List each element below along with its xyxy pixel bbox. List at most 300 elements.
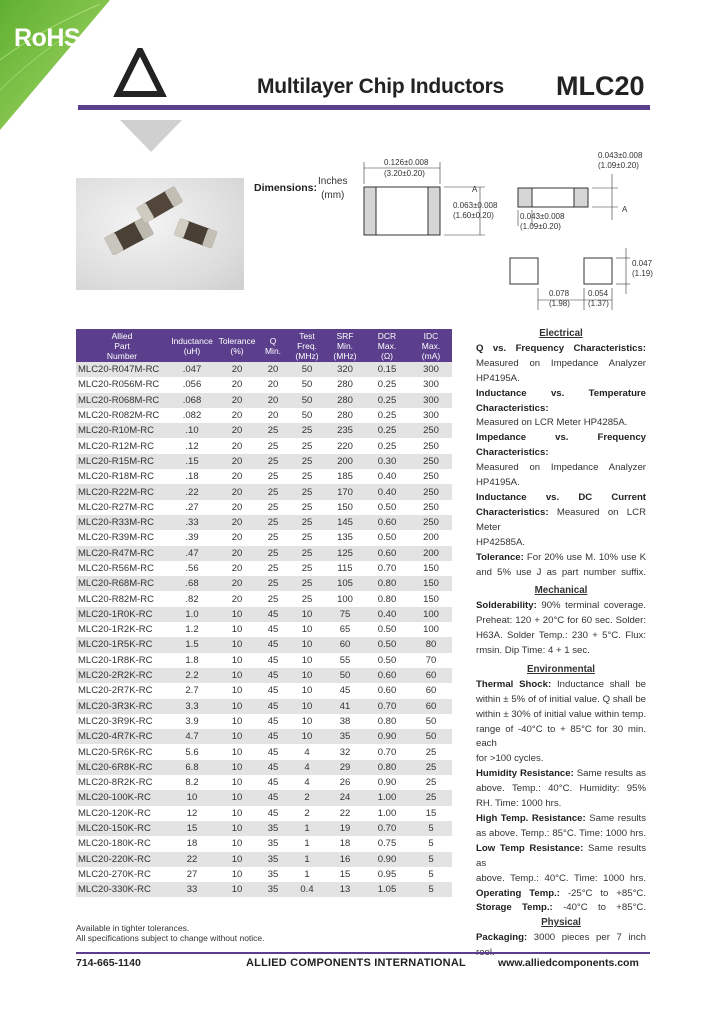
cell-tolerance: 10 — [231, 685, 243, 697]
col-header-line: (MHz) — [295, 350, 319, 361]
low-temp-label: Low Temp Resistance: — [476, 842, 584, 854]
cell-inductance: .22 — [168, 484, 216, 499]
cell-srf-min: 32 — [339, 746, 351, 758]
solder-text-3: H63A. Solder Temp.: 230 + 5°C. Flux: — [476, 630, 646, 642]
cell-idc-max: 25 — [425, 777, 437, 789]
cell-srf-min: 35 — [326, 729, 364, 744]
cell-tolerance: 20 — [216, 454, 258, 469]
imp-text-1: Measured on Impedance Analyzer — [476, 462, 646, 474]
table-row — [76, 882, 452, 897]
dc-label-2: Characteristics: — [476, 506, 549, 518]
cell-inductance: 12 — [186, 807, 198, 819]
humidity-text-1: Same results as — [576, 768, 646, 780]
cell-tolerance: 10 — [216, 637, 258, 652]
cell-inductance: .18 — [185, 471, 199, 483]
cell-part-number: MLC20-R068M-RC — [76, 393, 168, 408]
cell-idc-max: 250 — [410, 484, 452, 499]
cell-q-min: 45 — [258, 637, 288, 652]
cell-tolerance: 20 — [231, 471, 243, 483]
cell-test-freq: 2 — [288, 790, 326, 805]
cell-q-min: 25 — [267, 501, 279, 513]
cell-inductance: .33 — [168, 515, 216, 530]
cell-test-freq: 25 — [301, 563, 313, 574]
cell-test-freq: 25 — [301, 440, 313, 452]
cell-test-freq: 25 — [288, 576, 326, 591]
cell-tolerance: 10 — [216, 699, 258, 714]
col-header-part-number — [76, 329, 168, 362]
note-tolerance: Available in tighter tolerances. — [76, 923, 190, 933]
table-row — [76, 408, 452, 423]
table-row — [76, 469, 452, 484]
cell-dcr-max: 0.90 — [364, 852, 410, 867]
cell-dcr-max: 0.25 — [377, 440, 397, 452]
cell-tolerance: 10 — [231, 715, 243, 727]
cell-test-freq: 1 — [304, 868, 310, 880]
cell-test-freq: 25 — [301, 532, 313, 544]
cell-inductance: .47 — [168, 546, 216, 561]
cell-dcr-max: 1.00 — [364, 790, 410, 805]
col-header-line: (MHz) — [333, 350, 357, 361]
cell-dcr-max: 0.70 — [377, 563, 397, 574]
cell-inductance: .27 — [185, 501, 199, 513]
cell-part-number: MLC20-R056M-RC — [78, 379, 160, 391]
cell-q-min: 45 — [258, 790, 288, 805]
cell-part-number: MLC20-R10M-RC — [76, 423, 168, 438]
cell-part-number: MLC20-R39M-RC — [78, 532, 155, 544]
cell-part-number: MLC20-270K-RC — [78, 868, 151, 880]
cell-dcr-max: 0.60 — [377, 685, 397, 697]
humidity-label: Humidity Resistance: — [476, 768, 574, 780]
cell-part-number: MLC20-330K-RC — [76, 882, 168, 897]
cell-idc-max: 25 — [410, 760, 452, 775]
table-row — [76, 653, 452, 668]
table-row — [76, 423, 452, 438]
spec-table — [76, 329, 452, 897]
packaging-label: Packaging: — [476, 932, 528, 944]
cell-q-min: 35 — [258, 821, 288, 836]
cell-test-freq: 25 — [301, 593, 313, 605]
solder-text-4: rmsin. Dip Time: 4 + 1 sec. — [476, 645, 590, 657]
table-row — [76, 775, 452, 790]
cell-tolerance: 10 — [216, 607, 258, 622]
cell-idc-max: 300 — [423, 410, 439, 422]
cell-q-min: 25 — [267, 532, 279, 544]
cell-inductance: .068 — [168, 393, 216, 408]
cell-inductance: .056 — [182, 379, 202, 391]
spec-text-column — [476, 327, 646, 961]
cell-srf-min: 280 — [326, 393, 364, 408]
length-mm-label: (3.20±0.20) — [384, 169, 425, 178]
cell-inductance: 27 — [186, 868, 198, 880]
table-row — [76, 377, 452, 392]
cell-srf-min: 29 — [326, 760, 364, 775]
cell-srf-min: 280 — [337, 379, 353, 391]
cell-srf-min: 55 — [339, 654, 351, 666]
table-row — [76, 561, 452, 576]
table-row — [76, 393, 452, 408]
cell-dcr-max: 0.50 — [377, 532, 397, 544]
cell-inductance: 3.9 — [185, 715, 199, 727]
cell-idc-max: 60 — [425, 685, 437, 697]
cell-tolerance: 20 — [216, 362, 258, 377]
cell-dcr-max: 0.70 — [364, 699, 410, 714]
footer-website-link[interactable]: www.alliedcomponents.com — [498, 957, 639, 969]
cell-q-min: 20 — [258, 362, 288, 377]
cell-test-freq: 10 — [288, 729, 326, 744]
pad-b-mm-label: (1.98) — [549, 299, 570, 308]
shock-text-1: Inductance shall be — [556, 678, 646, 690]
cell-part-number: MLC20-1R5K-RC — [76, 637, 168, 652]
physical-heading: Physical — [541, 917, 581, 929]
cell-dcr-max: 0.90 — [364, 729, 410, 744]
cell-srf-min: 150 — [337, 501, 353, 513]
cell-idc-max: 25 — [425, 746, 437, 758]
cell-part-number: MLC20-6R8K-RC — [76, 760, 168, 775]
table-row — [76, 484, 452, 499]
cell-part-number: MLC20-220K-RC — [76, 852, 168, 867]
cell-test-freq: 25 — [301, 471, 313, 483]
cell-q-min: 25 — [267, 440, 279, 452]
table-row — [76, 637, 452, 652]
cell-srf-min: 280 — [337, 410, 353, 422]
cell-dcr-max: 0.50 — [377, 654, 397, 666]
col-header-line: Test — [299, 330, 315, 341]
cell-inductance: 1.5 — [168, 637, 216, 652]
cell-test-freq: 25 — [288, 515, 326, 530]
cell-srf-min: 24 — [326, 790, 364, 805]
table-row — [76, 806, 452, 821]
cell-inductance: .082 — [182, 410, 202, 422]
pad-b-inch-label: 0.078 — [549, 289, 570, 298]
units-mm: (mm) — [321, 190, 345, 201]
cell-dcr-max: 0.70 — [377, 746, 397, 758]
cell-tolerance: 20 — [231, 532, 243, 544]
cell-srf-min: 100 — [337, 593, 353, 605]
cell-srf-min: 115 — [337, 563, 353, 574]
cell-srf-min: 145 — [326, 515, 364, 530]
tolerance-text-2: and 5% use J as part number suffix. — [476, 566, 646, 578]
term-mm-label: (1.09±0.20) — [520, 222, 561, 231]
cell-test-freq: 50 — [288, 393, 326, 408]
cell-test-freq: 4 — [288, 760, 326, 775]
footer-company: ALLIED COMPONENTS INTERNATIONAL — [246, 957, 466, 969]
solder-text-2: Preheat: 120 + 20°C for 60 sec. Solder: — [476, 615, 646, 627]
col-header-inductance — [168, 329, 216, 362]
col-header-test-freq — [288, 329, 326, 362]
shock-text-5: for >100 cycles. — [476, 753, 544, 765]
marker-a-left: A — [472, 185, 478, 194]
cell-dcr-max: 0.75 — [377, 838, 397, 850]
table-notes — [76, 923, 265, 943]
cell-inductance: .39 — [185, 532, 199, 544]
cell-srf-min: 75 — [326, 607, 364, 622]
cell-inductance: 5.6 — [185, 746, 199, 758]
cell-srf-min: 185 — [337, 471, 353, 483]
cell-test-freq: 10 — [301, 685, 313, 697]
cell-tolerance: 10 — [216, 821, 258, 836]
cell-dcr-max: 1.00 — [377, 807, 397, 819]
cell-inductance: .82 — [185, 593, 199, 605]
dimension-drawing — [340, 150, 670, 320]
cell-q-min: 35 — [258, 882, 288, 897]
cell-tolerance: 20 — [231, 563, 243, 574]
cell-tolerance: 10 — [231, 807, 243, 819]
part-series-code: MLC20 — [556, 71, 645, 101]
imp-text-2: HP4195A. — [476, 477, 520, 489]
cell-dcr-max: 0.40 — [364, 484, 410, 499]
cell-part-number: MLC20-R18M-RC — [78, 471, 155, 483]
table-row — [76, 500, 452, 515]
cell-tolerance: 20 — [231, 501, 243, 513]
low-temp-text-2: above. Temp.: 40°C. Time: 1000 hrs. — [476, 872, 646, 884]
cell-tolerance: 20 — [231, 593, 243, 605]
table-row — [76, 699, 452, 714]
cell-q-min: 45 — [258, 668, 288, 683]
cell-tolerance: 20 — [231, 440, 243, 452]
packaging-text: 3000 pieces per 7 inch — [533, 932, 646, 944]
height-mm-label: (1.09±0.20) — [598, 161, 639, 170]
cell-tolerance: 10 — [216, 668, 258, 683]
table-row — [76, 852, 452, 867]
col-header-line: Number — [106, 350, 138, 361]
q-text-2: HP4195A. — [476, 372, 520, 384]
cell-tolerance: 10 — [216, 790, 258, 805]
cell-tolerance: 20 — [216, 484, 258, 499]
col-header-line: Min. — [336, 340, 354, 351]
width-inch-label: 0.063±0.008 — [453, 201, 498, 210]
high-temp-label: High Temp. Resistance: — [476, 813, 586, 824]
thermal-shock-label: Thermal Shock: — [476, 678, 552, 690]
pad-c-inch-label: 0.054 — [588, 289, 609, 298]
cell-srf-min: 235 — [326, 423, 364, 438]
cell-part-number: MLC20-1R8K-RC — [78, 654, 153, 666]
marker-a-right: A — [622, 205, 628, 214]
cell-idc-max: 5 — [410, 852, 452, 867]
cell-part-number: MLC20-2R7K-RC — [78, 685, 153, 697]
cell-part-number: MLC20-R082M-RC — [78, 410, 160, 422]
table-header-row — [76, 329, 452, 362]
table-row — [76, 790, 452, 805]
dc-text-1: Measured on LCR Meter — [476, 506, 646, 533]
cell-part-number: MLC20-8R2K-RC — [78, 777, 153, 789]
cell-test-freq: 10 — [301, 654, 313, 666]
cell-q-min: 45 — [267, 715, 279, 727]
cell-part-number: MLC20-R33M-RC — [76, 515, 168, 530]
cell-q-min: 25 — [267, 563, 279, 574]
cell-dcr-max: 0.25 — [377, 410, 397, 422]
table-row — [76, 867, 452, 882]
dc-text-2: HP42585A. — [476, 536, 526, 548]
cell-tolerance: 10 — [231, 838, 243, 850]
cell-dcr-max: 0.90 — [377, 777, 397, 789]
cell-inductance: 4.7 — [168, 729, 216, 744]
table-row — [76, 622, 452, 637]
cell-test-freq: 4 — [304, 777, 310, 789]
tolerance-text-1: For 20% use M. 10% use K — [526, 551, 646, 563]
cell-inductance: .12 — [185, 440, 199, 452]
col-header-line: Tolerance — [218, 335, 256, 346]
cell-part-number: MLC20-R27M-RC — [78, 501, 155, 513]
table-row — [76, 454, 452, 469]
cell-tolerance: 10 — [231, 654, 243, 666]
pad-a-mm-label: (1.19) — [632, 269, 653, 278]
cell-inductance: 1.8 — [185, 654, 199, 666]
cell-idc-max: 80 — [410, 637, 452, 652]
cell-idc-max: 60 — [410, 668, 452, 683]
cell-q-min: 45 — [267, 654, 279, 666]
ind-temp-label-1: Inductance vs. Temperature — [476, 387, 646, 399]
col-header-line: Min. — [264, 345, 282, 356]
cell-srf-min: 15 — [339, 868, 351, 880]
solder-text-1: 90% terminal coverage. — [541, 600, 646, 612]
col-header-line: Freq. — [297, 340, 317, 351]
cell-test-freq: 25 — [288, 423, 326, 438]
cell-dcr-max: 0.15 — [364, 362, 410, 377]
cell-srf-min: 50 — [326, 668, 364, 683]
cell-part-number: MLC20-150K-RC — [76, 821, 168, 836]
cell-q-min: 25 — [258, 546, 288, 561]
cell-inductance: 6.8 — [168, 760, 216, 775]
col-header-line: Max. — [421, 340, 441, 351]
cell-tolerance: 20 — [216, 576, 258, 591]
cell-part-number: MLC20-3R9K-RC — [78, 715, 153, 727]
height-inch-label: 0.043±0.008 — [598, 151, 643, 160]
cell-dcr-max: 0.30 — [364, 454, 410, 469]
cell-tolerance: 20 — [231, 410, 243, 422]
cell-q-min: 25 — [258, 576, 288, 591]
cell-test-freq: 50 — [288, 362, 326, 377]
q-label: Q vs. Frequency Characteristics: — [476, 342, 646, 354]
cell-test-freq: 1 — [288, 852, 326, 867]
ind-temp-label-2: Characteristics: — [476, 402, 549, 414]
table-row — [76, 744, 452, 759]
term-inch-label: 0.043±0.008 — [520, 212, 565, 221]
cell-q-min: 45 — [258, 760, 288, 775]
cell-test-freq: 10 — [288, 668, 326, 683]
cell-tolerance: 20 — [216, 393, 258, 408]
table-row — [76, 530, 452, 545]
cell-idc-max: 5 — [428, 868, 434, 880]
cell-tolerance: 20 — [216, 515, 258, 530]
cell-idc-max: 250 — [423, 440, 439, 452]
cell-part-number: MLC20-R56M-RC — [78, 563, 155, 574]
cell-idc-max: 50 — [410, 729, 452, 744]
col-header-srf-min — [326, 329, 364, 362]
col-header-tolerance — [216, 329, 258, 362]
cell-srf-min: 220 — [337, 440, 353, 452]
pad-layout-drawing — [510, 248, 630, 310]
cell-dcr-max: 0.25 — [377, 379, 397, 391]
footer-phone: 714-665-1140 — [76, 957, 141, 969]
ind-temp-text: Measured on LCR Meter HP4285A. — [476, 417, 628, 429]
col-header-line: (mA) — [421, 350, 441, 361]
cell-inductance: .56 — [185, 563, 199, 574]
pad-a-inch-label: 0.047 — [632, 259, 653, 268]
cell-tolerance: 10 — [216, 729, 258, 744]
cell-srf-min: 19 — [326, 821, 364, 836]
chip-inductors-photo — [76, 178, 244, 290]
electrical-heading: Electrical — [539, 328, 583, 339]
cell-part-number: MLC20-R47M-RC — [76, 546, 168, 561]
cell-dcr-max: 0.50 — [377, 624, 397, 636]
cell-idc-max: 5 — [410, 882, 452, 897]
table-row — [76, 729, 452, 744]
cell-idc-max: 250 — [423, 501, 439, 513]
cell-srf-min: 16 — [326, 852, 364, 867]
cell-q-min: 35 — [267, 838, 279, 850]
table-row — [76, 683, 452, 698]
cell-q-min: 20 — [267, 410, 279, 422]
cell-part-number: MLC20-120K-RC — [78, 807, 151, 819]
col-header-line: Inductance — [171, 335, 213, 346]
cell-tolerance: 10 — [231, 868, 243, 880]
cell-inductance: 1.2 — [185, 624, 199, 636]
cell-dcr-max: 1.05 — [364, 882, 410, 897]
cell-q-min: 25 — [267, 593, 279, 605]
cell-idc-max: 200 — [423, 532, 439, 544]
cell-test-freq: 50 — [301, 379, 313, 391]
rohs-label: RoHS — [14, 24, 81, 52]
cell-q-min: 45 — [258, 607, 288, 622]
operating-temp-label: Operating Temp.: — [476, 887, 560, 899]
shock-text-4: range of -40°C to + 85°C for 30 min. each — [476, 723, 646, 750]
cell-test-freq: 25 — [288, 484, 326, 499]
q-text-1: Measured on Impedance Analyzer — [476, 357, 646, 369]
cell-tolerance: 10 — [231, 624, 243, 636]
allied-logo-icon — [78, 48, 218, 156]
units-inches: Inches — [318, 176, 348, 187]
cell-dcr-max: 0.40 — [364, 607, 410, 622]
cell-test-freq: 50 — [301, 410, 313, 422]
cell-q-min: 45 — [267, 777, 279, 789]
cell-idc-max: 100 — [423, 624, 439, 636]
cell-dcr-max: 0.80 — [377, 593, 397, 605]
cell-dcr-max: 0.25 — [364, 393, 410, 408]
cell-dcr-max: 0.95 — [377, 868, 397, 880]
col-header-dcr-max — [364, 329, 410, 362]
cell-srf-min: 22 — [339, 807, 351, 819]
cell-idc-max: 50 — [425, 715, 437, 727]
cell-idc-max: 5 — [410, 821, 452, 836]
cell-srf-min: 41 — [326, 699, 364, 714]
cell-part-number: MLC20-2R2K-RC — [76, 668, 168, 683]
dc-label-1: Inductance vs. DC Current — [476, 491, 646, 503]
col-header-line: Part — [114, 340, 130, 351]
cell-dcr-max: 0.80 — [364, 760, 410, 775]
storage-temp-text: -40°C to +85°C. — [563, 902, 647, 914]
table-row — [76, 607, 452, 622]
cell-idc-max: 25 — [410, 790, 452, 805]
tolerance-label: Tolerance: — [476, 551, 524, 563]
cell-idc-max: 300 — [410, 362, 452, 377]
cell-q-min: 25 — [258, 515, 288, 530]
cell-part-number: MLC20-3R3K-RC — [76, 699, 168, 714]
cell-srf-min: 105 — [326, 576, 364, 591]
col-header-line: Allied — [111, 330, 133, 341]
cell-idc-max: 5 — [428, 838, 434, 850]
dimensions-label: Dimensions: — [254, 182, 318, 194]
cell-q-min: 35 — [267, 868, 279, 880]
cell-test-freq: 1 — [288, 821, 326, 836]
cell-test-freq: 10 — [301, 624, 313, 636]
cell-dcr-max: 0.70 — [364, 821, 410, 836]
cell-idc-max: 250 — [410, 515, 452, 530]
low-temp-text-1: Same results as — [476, 842, 647, 869]
cell-part-number: MLC20-5R6K-RC — [78, 746, 153, 758]
humidity-text-3: RH. Time: 1000 hrs. — [476, 798, 562, 810]
cell-dcr-max: 0.60 — [364, 668, 410, 683]
cell-part-number: MLC20-R15M-RC — [76, 454, 168, 469]
